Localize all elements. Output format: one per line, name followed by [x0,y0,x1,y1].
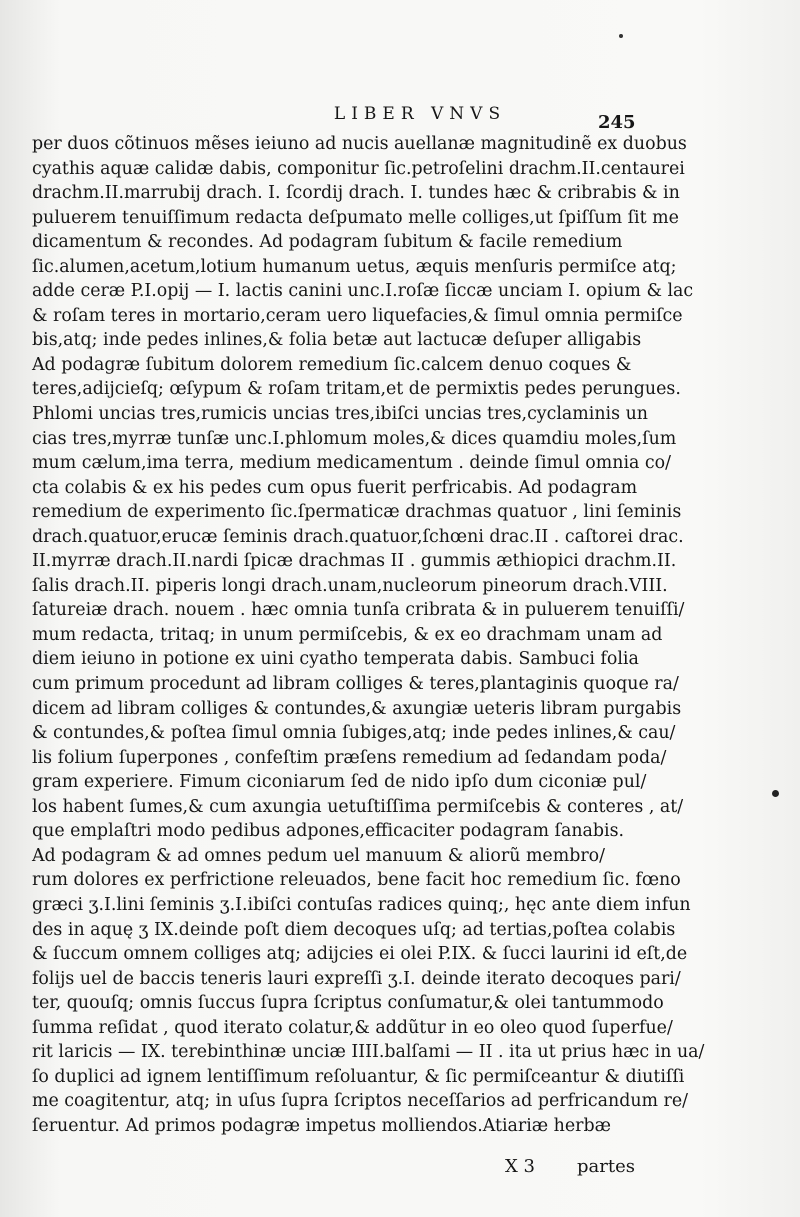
text-line: ſic.alumen,acetum,lotium humanum uetus, æquis menſuris permiſce atq; [32,256,677,277]
text-line: Ad podagræ ſubitum dolorem remedium ſic.calcem denuo coques & [32,354,632,375]
signature-mark: X 3 [505,1156,535,1177]
text-line: drachm.II.marrubij drach. I. ſcordij drach. I. tundes hæc & cribrabis & in [32,183,680,204]
page-number: 245 [598,112,636,133]
text-line: dicem ad libram colliges & contundes,& axungiæ ueteris libram purgabis [32,698,682,719]
text-line: cum primum procedunt ad libram colliges & teres,plantaginis quoque ra/ [32,674,679,695]
text-line: adde ceræ P.I.opij — I. lactis canini unc.I.roſæ ſiccæ unciam I. opium & lac [32,281,694,302]
text-line: II.myrræ drach.II.nardi ſpicæ drachmas II . gummis æthiopici drachm.II. [32,551,677,572]
text-line: cias tres,myrræ tunſæ unc.I.phlomum moles,& dices quamdiu moles,ſum [32,428,677,449]
text-line: ſeruentur. Ad primos podagræ impetus molliendos.Atiariæ herbæ [32,1115,611,1136]
text-line: mum redacta, tritaq; in unum permiſcebis, & ex eo drachmam unam ad [32,624,663,645]
text-line: me coagitentur, atq; in uſus ſupra ſcriptos neceſſarios ad perfricandum re/ [32,1091,689,1112]
text-line: ter, quouſq; omnis ſuccus ſupra ſcriptus conſumatur,& olei tantummodo [32,993,664,1014]
running-title: LIBER VNVS [333,104,507,124]
text-line: gram experiere. Fimum ciconiarum ſed de nido ipſo dum ciconiæ pul/ [32,772,647,793]
catchword: partes [577,1156,635,1177]
text-block [32,132,705,1138]
text-line: drach.quatuor,erucæ ſeminis drach.quatuor,ſchœni drac.II . caſtorei drac. [32,526,684,547]
text-line: & ſuccum omnem colliges atq; adijcies ei olei P.IX. & ſucci laurini id eſt,de [32,944,688,965]
text-line: bis,atq; inde pedes inlines,& folia betæ aut lactucæ deſuper alligabis [32,330,642,351]
text-line: ſo duplici ad ignem lentiſſimum reſoluantur, & ſic permiſceantur & diutiſſi [32,1066,685,1087]
text-line: rit laricis — IX. terebinthinæ unciæ IIII.balſami — II . ita ut prius hæc in ua/ [32,1042,705,1063]
text-line: remedium de experimento ſic.ſpermaticæ drachmas quatuor , lini ſeminis [32,502,682,523]
text-line: Ad podagram & ad omnes pedum uel manuum & aliorũ membro/ [32,845,605,866]
text-line: teres,adijcieſq; œſypum & roſam tritam,et de permixtis pedes perungues. [32,379,681,400]
text-line: & contundes,& poſtea ſimul omnia ſubiges,atq; inde pedes inlines,& cau/ [32,723,676,744]
text-line: folijs uel de baccis teneris lauri expreſſi ʒ.I. deinde iterato decoques pari/ [32,968,681,989]
catchword-line [505,1156,635,1177]
text-line: puluerem tenuiſſimum redacta deſpumato melle colliges,ut ſpiſſum ſit me [32,207,679,228]
text-line: dicamentum & recondes. Ad podagram ſubitum & facile remedium [32,232,623,253]
text-line: & roſam teres in mortario,ceram uero liquefacies,& ſimul omnia permiſce [32,305,683,326]
text-line: cyathis aquæ calidæ dabis, componitur ſic.petroſelini drachm.II.centaurei [32,158,685,179]
text-line: ſatureiæ drach. nouem . hæc omnia tunſa cribrata & in puluerem tenuiſſi/ [32,600,685,621]
text-line: ſalis drach.II. piperis longi drach.unam,nucleorum pineorum drach.VIII. [32,575,668,596]
text-line: Phlomi uncias tres,rumicis uncias tres,ibiſci uncias tres,cyclaminis un [32,404,648,425]
text-line: los habent ſumes,& cum axungia uetuſtiſſima permiſcebis & conteres , at/ [32,796,684,817]
text-line: ſumma reſidat , quod iterato colatur,& addũtur in eo oleo quod ſuperfue/ [32,1017,673,1038]
text-line: des in aquę ʒ IX.deinde poſt diem decoques uſq; ad tertias,poſtea colabis [32,919,676,940]
text-line: cta colabis & ex his pedes cum opus fuerit perfricabis. Ad podagram [32,477,638,498]
text-line: que emplaſtri modo pedibus adpones,efficaciter podagram ſanabis. [32,821,625,842]
text-line: mum cælum,ima terra, medium medicamentum . deinde ſimul omnia co/ [32,453,671,474]
margin-dot [772,790,779,797]
text-line: græci ʒ.I.lini ſeminis ʒ.I.ibiſci contuſas radices quinq;, hęc ante diem infun [32,894,691,915]
text-line: diem ieiuno in potione ex uini cyatho temperata dabis. Sambuci folia [32,649,639,670]
text-line: lis folium ſuperpones , confeſtim præſens remedium ad ſedandam poda/ [32,747,667,768]
text-line: rum dolores ex perfrictione releuados, bene facit hoc remedium ſic. fœno [32,870,681,891]
ink-speck [619,34,623,38]
text-line: per duos cõtinuos mẽses ieiuno ad nucis auellanæ magnitudinẽ ex duobus [32,134,687,154]
